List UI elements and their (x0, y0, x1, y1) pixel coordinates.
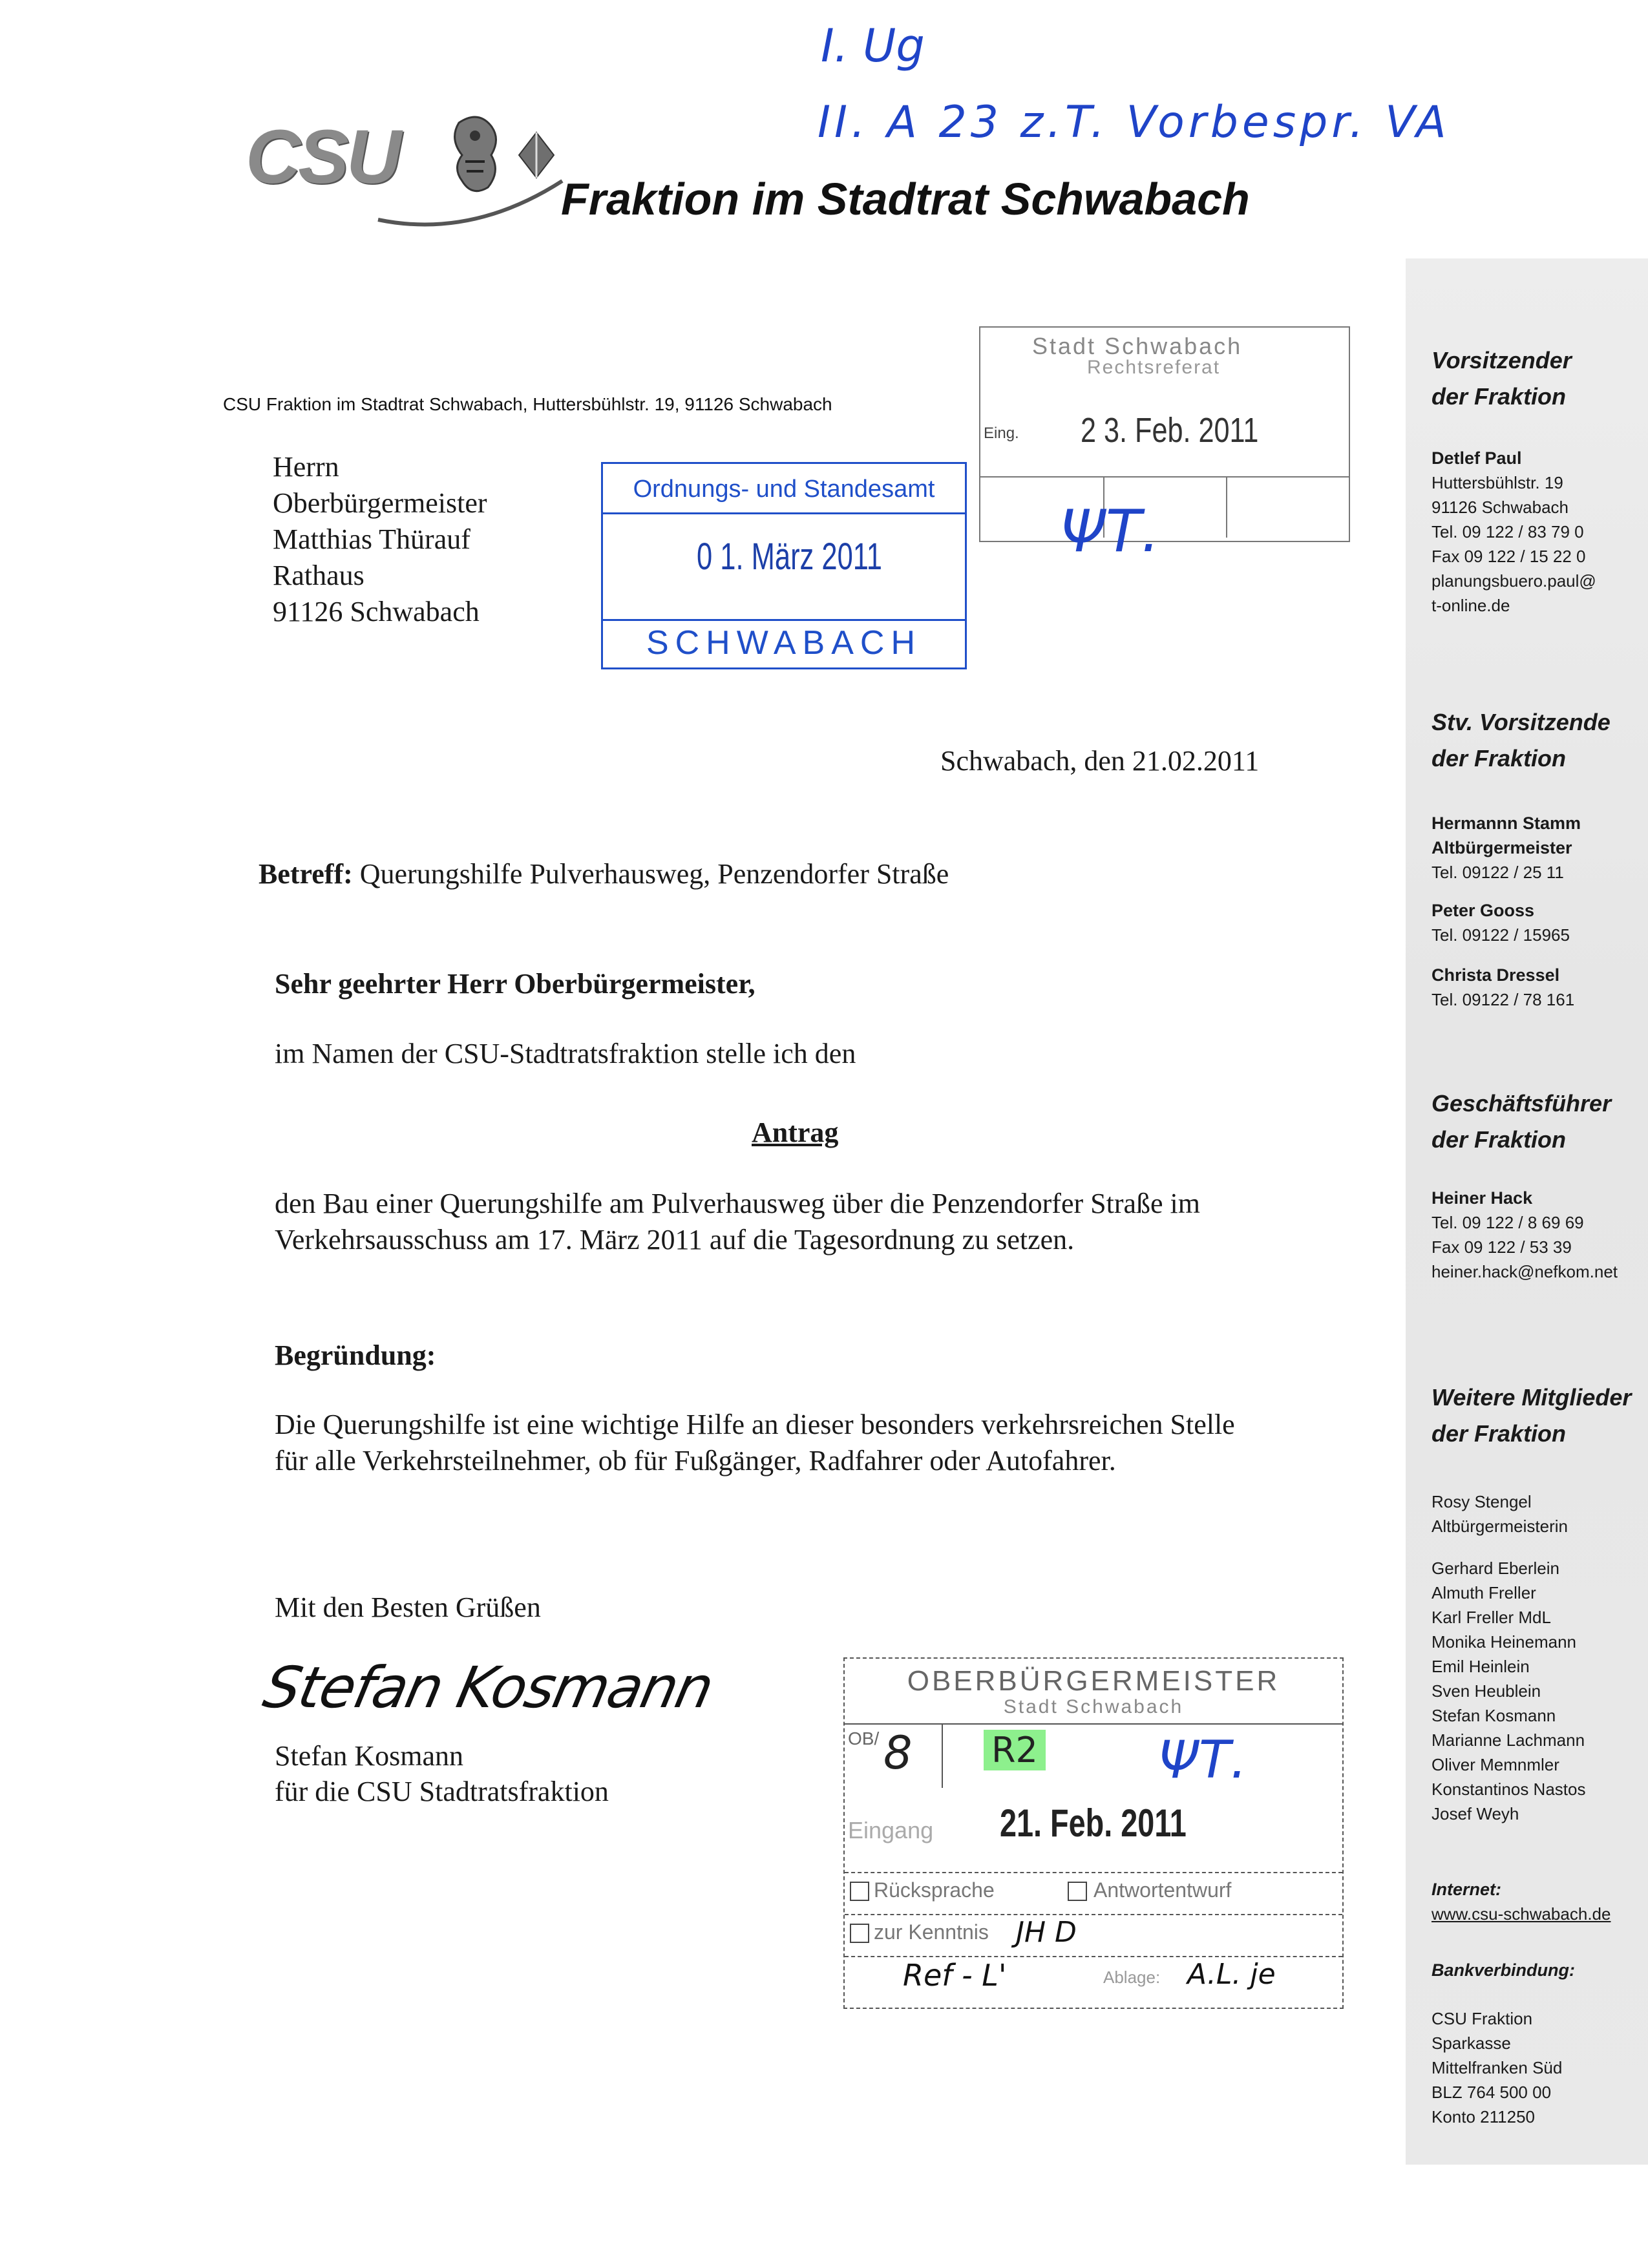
sidebar-member: Oliver Memnmler (1431, 1755, 1559, 1774)
sidebar-heading: Weitere Mitglieder (1431, 1384, 1632, 1411)
sidebar-heading: der Fraktion (1431, 1126, 1567, 1153)
sidebar-line: Mittelfranken Süd (1431, 2058, 1563, 2077)
sidebar-member: Sven Heublein (1431, 1681, 1541, 1701)
sidebar-member: Almuth Freller (1431, 1583, 1536, 1602)
sidebar-member: Josef Weyh (1431, 1804, 1519, 1823)
sidebar-person-name: Peter Gooss (1431, 901, 1535, 920)
stamp-date: 0 1. März 2011 (697, 536, 882, 578)
sidebar-line: Tel. 09122 / 25 11 (1431, 863, 1564, 882)
sidebar-internet-heading: Internet: (1431, 1880, 1501, 1899)
begruendung-line: Die Querungshilfe ist eine wichtige Hilfe an dieser besonders verkehrsreichen Stelle (275, 1409, 1235, 1440)
closing-greeting: Mit den Besten Grüßen (275, 1591, 541, 1623)
salutation: Sehr geehrter Herr Oberbürgermeister, (275, 968, 755, 1000)
stamp-ob-mark: 8 (883, 1727, 913, 1780)
handwritten-kenntnis: JH D (1016, 1916, 1077, 1949)
sidebar-member: Emil Heinlein (1431, 1657, 1530, 1676)
stamp-line1: Stadt Schwabach (1032, 333, 1243, 359)
sidebar-line: Tel. 09 122 / 8 69 69 (1431, 1213, 1584, 1232)
sidebar-email[interactable]: heiner.hack@nefkom.net (1431, 1262, 1618, 1281)
begruendung-heading: Begründung: (275, 1339, 436, 1371)
sender-line: CSU Fraktion im Stadtrat Schwabach, Huttersbühlstr. 19, 91126 Schwabach (223, 394, 832, 414)
label-kenntnis: zur Kenntnis (874, 1920, 989, 1944)
handwritten-initials-1: ΨΤ. (1060, 498, 1160, 565)
signer-name: Stefan Kosmann (275, 1740, 464, 1772)
sidebar-person-name: Hermannn Stamm (1431, 814, 1581, 833)
sidebar-person-name: Christa Dressel (1431, 965, 1560, 985)
sidebar-heading: der Fraktion (1431, 745, 1567, 772)
stamp-line3: SCHWABACH (646, 624, 922, 662)
sidebar-email[interactable]: planungsbuero.paul@ (1431, 571, 1596, 591)
antrag-line: den Bau einer Querungshilfe am Pulverhausweg über die Penzendorfer Straße im (275, 1188, 1200, 1219)
stamp-r2: R2 (984, 1730, 1046, 1770)
recipient-line: Rathaus (273, 560, 364, 591)
sidebar-member: Marianne Lachmann (1431, 1730, 1585, 1750)
handwritten-ablage: A.L. je (1187, 1958, 1276, 1991)
stamp-line2: Rechtsreferat (1087, 357, 1221, 378)
handwritten-initials-2: ΨΤ. (1158, 1730, 1247, 1790)
sidebar-line: Fax 09 122 / 53 39 (1431, 1237, 1572, 1257)
sidebar-person-name: Heiner Hack (1431, 1188, 1533, 1208)
sidebar (1406, 258, 1648, 2165)
date-line: Schwabach, den 21.02.2011 (940, 745, 1260, 777)
sidebar-line: Tel. 09122 / 15965 (1431, 925, 1570, 945)
handwritten-note-line1: I. Ug (821, 19, 925, 72)
sidebar-line: Tel. 09122 / 78 161 (1431, 990, 1575, 1009)
sidebar-website-link[interactable]: www.csu-schwabach.de (1431, 1904, 1611, 1924)
label-ruecksprache: Rücksprache (874, 1878, 995, 1902)
sidebar-line: Altbürgermeister (1431, 838, 1572, 857)
sidebar-email[interactable]: t-online.de (1431, 596, 1510, 615)
subject-text: Querungshilfe Pulverhausweg, Penzendorfer Straße (359, 858, 949, 890)
csu-logo-text: CSU (246, 114, 399, 200)
stamp-line1: Ordnungs- und Standesamt (633, 476, 935, 503)
sidebar-line: Sparkasse (1431, 2033, 1511, 2053)
label-ablage: Ablage: (1103, 1968, 1161, 1987)
sidebar-line: Tel. 09 122 / 83 79 0 (1431, 522, 1584, 541)
recipient-line: Oberbürgermeister (273, 487, 487, 519)
stamp-ob-label: OB/ (848, 1728, 880, 1748)
intro-text: im Namen der CSU-Stadtratsfraktion stelle ich den (275, 1038, 856, 1069)
checkbox-ruecksprache[interactable] (850, 1882, 869, 1901)
subject-line (259, 856, 949, 892)
sidebar-line: Rosy Stengel (1431, 1492, 1532, 1511)
begruendung-line: für alle Verkehrsteilnehmer, ob für Fußgänger, Radfahrer oder Autofahrer. (275, 1445, 1116, 1476)
sidebar-heading: der Fraktion (1431, 1420, 1567, 1447)
sidebar-line: Konto 211250 (1431, 2107, 1535, 2126)
sidebar-line: Huttersbühlstr. 19 (1431, 473, 1563, 492)
recipient-line: Matthias Thürauf (273, 523, 470, 555)
recipient-address (273, 449, 487, 630)
sidebar-line: Fax 09 122 / 15 22 0 (1431, 547, 1586, 566)
stamp-eingang-label: Eingang (848, 1817, 934, 1843)
header-title: Fraktion im Stadtrat Schwabach (561, 174, 1250, 224)
antrag-heading: Antrag (752, 1117, 839, 1148)
stamp-rechtsreferat (979, 326, 1350, 542)
stamp-ordnungsamt (601, 462, 967, 669)
sidebar-heading: Geschäftsführer (1431, 1090, 1612, 1117)
stamp-line2: Stadt Schwabach (1003, 1696, 1184, 1717)
sidebar-member: Konstantinos Nastos (1431, 1780, 1586, 1799)
stamp-line1: OBERBÜRGERMEISTER (907, 1665, 1280, 1697)
label-antwortentwurf: Antwortentwurf (1093, 1878, 1232, 1902)
recipient-line: 91126 Schwabach (273, 596, 480, 627)
sidebar-member: Monika Heinemann (1431, 1632, 1577, 1652)
stamp-eing-label: Eing. (984, 425, 1019, 442)
checkbox-kenntnis[interactable] (850, 1924, 869, 1943)
sidebar-heading: Vorsitzender (1431, 347, 1572, 373)
begruendung-text (275, 1407, 1235, 1479)
logo-swoosh (375, 174, 569, 233)
sidebar-member: Gerhard Eberlein (1431, 1559, 1559, 1578)
sidebar-member: Stefan Kosmann (1431, 1706, 1556, 1725)
csu-logo (246, 110, 562, 226)
sidebar-heading: der Fraktion (1431, 383, 1567, 410)
subject-label: Betreff: (259, 858, 353, 890)
sidebar-person-name: Detlef Paul (1431, 448, 1522, 468)
antrag-line: Verkehrsausschuss am 17. März 2011 auf die Tagesordnung zu setzen. (275, 1224, 1075, 1255)
handwritten-note-line2: II. A 23 z.T. Vorbespr. VA (818, 97, 1450, 148)
sidebar-line: BLZ 764 500 00 (1431, 2083, 1552, 2102)
stamp-date: 2 3. Feb. 2011 (1081, 411, 1259, 450)
rhombus-icon (514, 129, 559, 181)
sidebar-line: CSU Fraktion (1431, 2009, 1533, 2028)
antrag-text (275, 1186, 1200, 1258)
stamp-date: 21. Feb. 2011 (1000, 1801, 1187, 1845)
sidebar-heading: Stv. Vorsitzende (1431, 709, 1611, 735)
handwritten-signature: Stefan Kosmann (258, 1654, 719, 1721)
handwritten-ref: Ref - L' (903, 1958, 1007, 1993)
sidebar-member: Karl Freller MdL (1431, 1608, 1551, 1627)
recipient-line: Herrn (273, 451, 339, 483)
sidebar-line: 91126 Schwabach (1431, 498, 1569, 517)
sidebar-line: Altbürgermeisterin (1431, 1517, 1568, 1536)
sidebar-bank-heading: Bankverbindung: (1431, 1960, 1576, 1980)
stamp-oberbuergermeister (843, 1657, 1344, 2009)
checkbox-antwortentwurf[interactable] (1068, 1882, 1087, 1901)
signer-role: für die CSU Stadtratsfraktion (275, 1776, 609, 1807)
